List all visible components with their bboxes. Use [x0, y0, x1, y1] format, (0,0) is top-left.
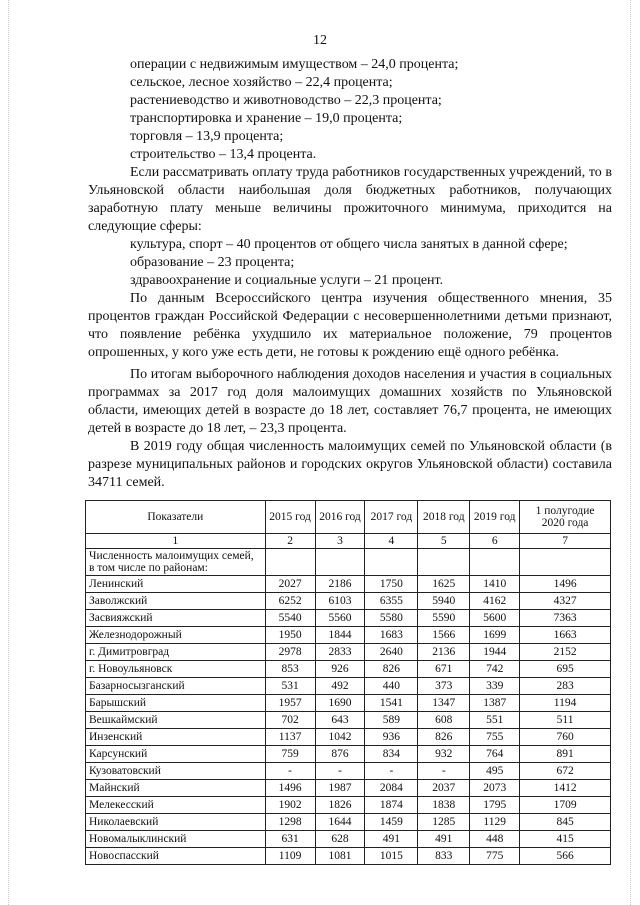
value-cell: 1625 — [418, 576, 470, 593]
value-cell: 1081 — [315, 848, 365, 865]
list-item: сельское, лесное хозяйство – 22,4 процента; — [130, 75, 393, 90]
value-cell: 415 — [520, 831, 611, 848]
value-cell: 448 — [470, 831, 520, 848]
value-cell: 826 — [365, 661, 418, 678]
table-row — [86, 848, 611, 865]
paragraph: В 2019 году общая численность малоимущих семей по Ульяновской области (в разрезе муниципальных районов и городских округов Ульяновской области) составила 34711 семей. — [88, 439, 612, 490]
value-cell: 6103 — [315, 593, 365, 610]
list-item: растениеводство и животноводство – 22,3 процента; — [130, 93, 442, 108]
table-row — [86, 644, 611, 661]
value-cell: 1795 — [470, 797, 520, 814]
value-cell: 1699 — [470, 627, 520, 644]
value-cell: - — [265, 763, 315, 780]
value-cell: 1496 — [520, 576, 611, 593]
value-cell: 702 — [265, 712, 315, 729]
value-cell: 6355 — [365, 593, 418, 610]
district-name-cell: Заволжский — [86, 593, 266, 610]
value-cell: 2037 — [418, 780, 470, 797]
table-row — [86, 712, 611, 729]
value-cell: 511 — [520, 712, 611, 729]
page-number: 12 — [313, 33, 327, 48]
value-cell: 891 — [520, 746, 611, 763]
value-cell: 2978 — [265, 644, 315, 661]
group-label-row — [86, 549, 611, 576]
index-cell: 5 — [418, 534, 470, 549]
index-cell: 1 — [86, 534, 266, 549]
value-cell: 845 — [520, 814, 611, 831]
index-cell: 7 — [520, 534, 611, 549]
value-cell: 495 — [470, 763, 520, 780]
value-cell: 5540 — [265, 610, 315, 627]
value-cell: 1709 — [520, 797, 611, 814]
value-cell: 2640 — [365, 644, 418, 661]
value-cell: 1690 — [315, 695, 365, 712]
value-cell: 566 — [520, 848, 611, 865]
district-name-cell: Мелекесский — [86, 797, 266, 814]
value-cell: 5580 — [365, 610, 418, 627]
header-cell: 2016 год — [315, 501, 365, 534]
value-cell: 936 — [365, 729, 418, 746]
value-cell: 1015 — [365, 848, 418, 865]
value-cell: 1496 — [265, 780, 315, 797]
table-row — [86, 780, 611, 797]
index-cell: 3 — [315, 534, 365, 549]
value-cell: 1750 — [365, 576, 418, 593]
district-name-cell: г. Новоульяновск — [86, 661, 266, 678]
header-cell: 2015 год — [265, 501, 315, 534]
value-cell: 1950 — [265, 627, 315, 644]
value-cell: 631 — [265, 831, 315, 848]
table-row — [86, 661, 611, 678]
value-cell: 764 — [470, 746, 520, 763]
table-row — [86, 746, 611, 763]
value-cell: - — [418, 763, 470, 780]
value-cell: 339 — [470, 678, 520, 695]
district-name-cell: Барышский — [86, 695, 266, 712]
value-cell: 876 — [315, 746, 365, 763]
table-row — [86, 695, 611, 712]
value-cell: 589 — [365, 712, 418, 729]
value-cell: 1109 — [265, 848, 315, 865]
value-cell: 1902 — [265, 797, 315, 814]
index-cell: 6 — [470, 534, 520, 549]
value-cell: 1410 — [470, 576, 520, 593]
value-cell: 833 — [418, 848, 470, 865]
district-name-cell: Базарносызганский — [86, 678, 266, 695]
table-row — [86, 576, 611, 593]
district-name-cell: Инзенский — [86, 729, 266, 746]
table-row — [86, 763, 611, 780]
value-cell: 755 — [470, 729, 520, 746]
value-cell: 628 — [315, 831, 365, 848]
index-cell: 2 — [265, 534, 315, 549]
value-cell: 643 — [315, 712, 365, 729]
value-cell: 2833 — [315, 644, 365, 661]
header-cell: 2019 год — [470, 501, 520, 534]
table-row — [86, 729, 611, 746]
value-cell: 2136 — [418, 644, 470, 661]
table-row — [86, 593, 611, 610]
value-cell: 531 — [265, 678, 315, 695]
value-cell: 1042 — [315, 729, 365, 746]
value-cell: 5940 — [418, 593, 470, 610]
list-item: здравоохранение и социальные услуги – 21 процент. — [130, 273, 444, 288]
value-cell: 2073 — [470, 780, 520, 797]
value-cell: 775 — [470, 848, 520, 865]
value-cell: 608 — [418, 712, 470, 729]
header-cell: 2018 год — [418, 501, 470, 534]
district-name-cell: Железнодорожный — [86, 627, 266, 644]
left-page-edge — [8, 0, 10, 905]
value-cell: 492 — [315, 678, 365, 695]
table-header-row — [86, 501, 611, 534]
paragraph: По итогам выборочного наблюдения доходов населения и участия в социальных программах за 2017 год доля малоимущих домашних хозяйств по Ульяновской области, имеющих детей в возрасте до 18 лет, составляет 76,7 процента, не имеющих детей в возрасте до 18 лет, – 23,3 процента. — [88, 367, 612, 436]
value-cell: 2027 — [265, 576, 315, 593]
value-cell: 1874 — [365, 797, 418, 814]
district-name-cell: Новомалыклинский — [86, 831, 266, 848]
value-cell: 551 — [470, 712, 520, 729]
value-cell: 5600 — [470, 610, 520, 627]
value-cell: 5590 — [418, 610, 470, 627]
value-cell: 1663 — [520, 627, 611, 644]
value-cell: 1129 — [470, 814, 520, 831]
value-cell: 1838 — [418, 797, 470, 814]
value-cell: 5560 — [315, 610, 365, 627]
value-cell: 491 — [418, 831, 470, 848]
list-item: культура, спорт – 40 процентов от общего числа занятых в данной сфере; — [130, 237, 568, 252]
value-cell: 6252 — [265, 593, 315, 610]
value-cell: 1137 — [265, 729, 315, 746]
column-index-row — [86, 534, 611, 549]
value-cell: 826 — [418, 729, 470, 746]
value-cell: 1194 — [520, 695, 611, 712]
value-cell: 7363 — [520, 610, 611, 627]
value-cell: 932 — [418, 746, 470, 763]
index-cell: 4 — [365, 534, 418, 549]
value-cell: 1844 — [315, 627, 365, 644]
value-cell: 742 — [470, 661, 520, 678]
value-cell: 2084 — [365, 780, 418, 797]
district-name-cell: Николаевский — [86, 814, 266, 831]
list-item: транспортировка и хранение – 19,0 процента; — [130, 111, 403, 126]
table-row — [86, 797, 611, 814]
value-cell: 672 — [520, 763, 611, 780]
value-cell: 1285 — [418, 814, 470, 831]
district-name-cell: г. Димитровград — [86, 644, 266, 661]
value-cell: 926 — [315, 661, 365, 678]
table-row — [86, 610, 611, 627]
header-cell: Показатели — [86, 501, 266, 534]
value-cell: 1459 — [365, 814, 418, 831]
value-cell: 440 — [365, 678, 418, 695]
value-cell: 759 — [265, 746, 315, 763]
table-row — [86, 831, 611, 848]
value-cell: 283 — [520, 678, 611, 695]
value-cell: 1826 — [315, 797, 365, 814]
district-name-cell: Вешкаймский — [86, 712, 266, 729]
district-name-cell: Засвияжский — [86, 610, 266, 627]
value-cell: 695 — [520, 661, 611, 678]
district-name-cell: Кузоватовский — [86, 763, 266, 780]
value-cell: 853 — [265, 661, 315, 678]
value-cell: 1944 — [470, 644, 520, 661]
value-cell: 1644 — [315, 814, 365, 831]
list-item: операции с недвижимым имуществом – 24,0 процента; — [130, 57, 459, 72]
value-cell: - — [315, 763, 365, 780]
value-cell: 1957 — [265, 695, 315, 712]
value-cell: 373 — [418, 678, 470, 695]
value-cell: 1412 — [520, 780, 611, 797]
table-row — [86, 814, 611, 831]
value-cell: 834 — [365, 746, 418, 763]
value-cell: 1347 — [418, 695, 470, 712]
group-label: Численность малоимущих семей, в том числе по районам: — [86, 549, 266, 576]
district-name-cell: Карсунский — [86, 746, 266, 763]
value-cell: 1683 — [365, 627, 418, 644]
value-cell: 2152 — [520, 644, 611, 661]
poverty-families-table — [85, 500, 611, 865]
list-item: торговля – 13,9 процента; — [130, 129, 284, 144]
value-cell: 4327 — [520, 593, 611, 610]
header-cell: 2017 год — [365, 501, 418, 534]
district-name-cell: Майнский — [86, 780, 266, 797]
value-cell: 1387 — [470, 695, 520, 712]
value-cell: 1987 — [315, 780, 365, 797]
district-name-cell: Новоспасский — [86, 848, 266, 865]
value-cell: 671 — [418, 661, 470, 678]
district-name-cell: Ленинский — [86, 576, 266, 593]
value-cell: 1298 — [265, 814, 315, 831]
paragraph: По данным Всероссийского центра изучения общественного мнения, 35 процентов граждан Российской Федерации с несовершеннолетними детьми признают, что появление ребёнка ухудшило их материальное положение, 79 процентов опрошенных, у кого уже есть дети, не готовы к рождению ещё одного ребёнка. — [88, 291, 612, 360]
header-cell: 1 полугодие 2020 года — [520, 501, 611, 534]
value-cell: 4162 — [470, 593, 520, 610]
value-cell: 1541 — [365, 695, 418, 712]
value-cell: 760 — [520, 729, 611, 746]
value-cell: 1566 — [418, 627, 470, 644]
value-cell: - — [365, 763, 418, 780]
list-item: образование – 23 процента; — [130, 255, 295, 270]
paragraph: Если рассматривать оплату труда работников государственных учреждений, то в Ульяновской области наибольшая доля бюджетных работников, получающих заработную плату меньше величины прожиточного минимума, приходится на следующие сферы: — [88, 165, 612, 234]
table-row — [86, 678, 611, 695]
value-cell: 491 — [365, 831, 418, 848]
list-item: строительство – 13,4 процента. — [130, 147, 317, 162]
right-page-edge — [630, 0, 632, 905]
value-cell: 2186 — [315, 576, 365, 593]
table-row — [86, 627, 611, 644]
